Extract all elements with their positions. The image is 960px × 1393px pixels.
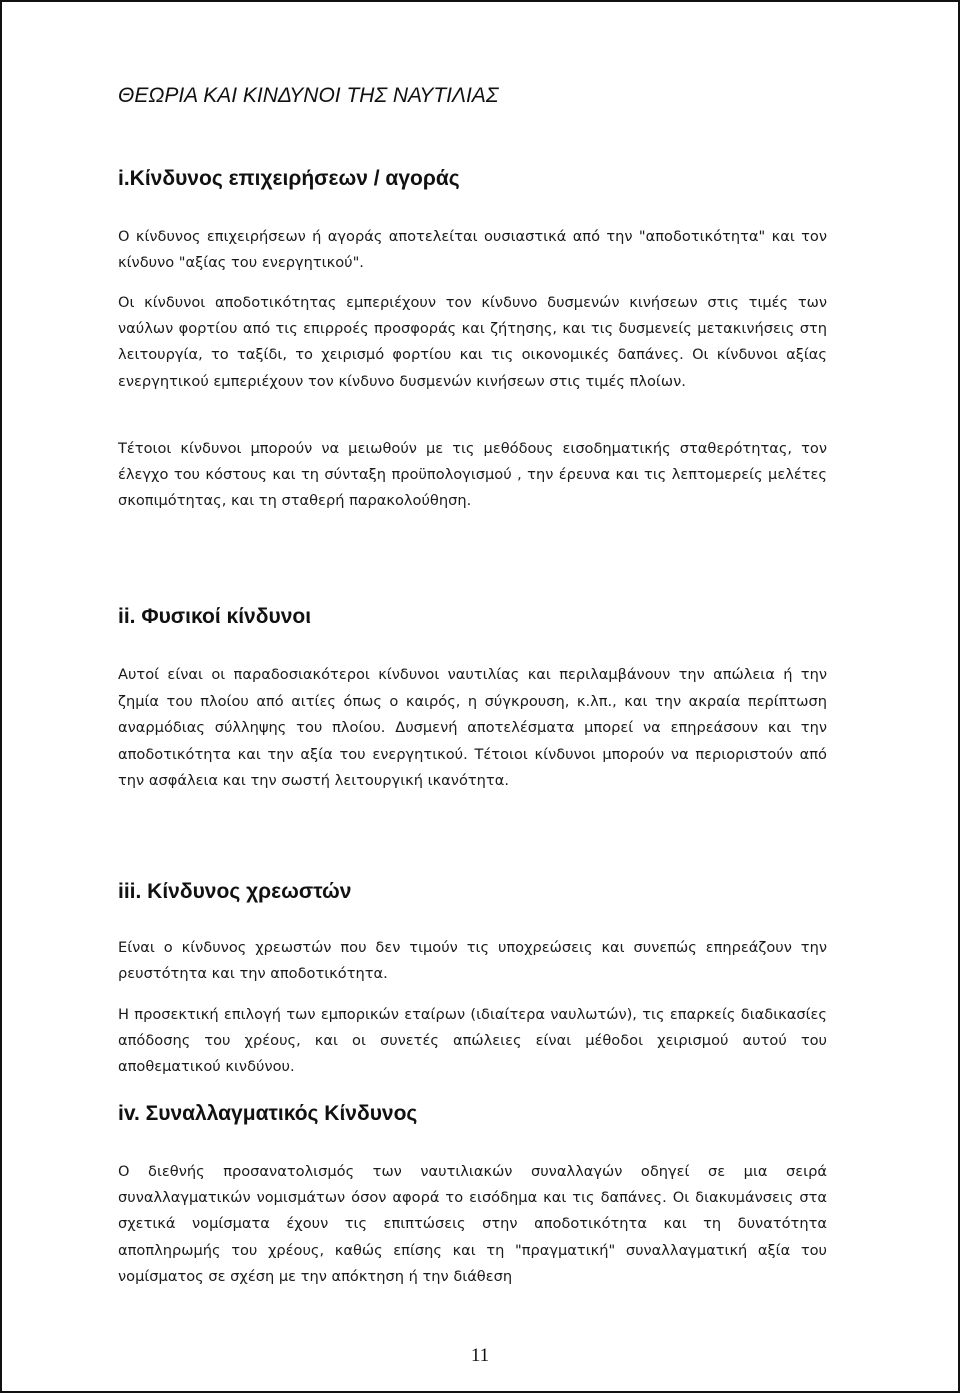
- paragraph-business-risk-intro: Ο κίνδυνος επιχειρήσεων ή αγοράς αποτελείται ουσιαστικά από την "αποδοτικότητα" και τον κίνδυνο "αξίας του ενεργητικού".: [118, 228, 827, 272]
- paragraph-debtor-risk: Είναι ο κίνδυνος χρεωστών που δεν τιμούν τις υποχρεώσεις και συνεπώς επηρεάζουν την ρευστότητα και την αποδοτικότητα.: [118, 939, 827, 983]
- section-heading-business-risk: i.Κίνδυνος επιχειρήσεων / αγοράς: [118, 167, 460, 190]
- paragraph-fx-risk: Ο διεθνής προσανατολισμός των ναυτιλιακών συναλλαγών οδηγεί σε μια σειρά συναλλαγματικών νομισμάτων όσον αφορά το εισόδημα και τις δαπάνες. Οι διακυμάνσεις στα σχετικά νομίσματα έχουν τις επιπτώσεις στην αποδοτικότητα και τη δυνατότητα αποπληρωμής του χρέους, καθώς επίσης και τη "πραγματική" συναλλαγματική αξία του νομίσματος σε σχέση με την απόκτηση ή την διάθεση: [118, 1163, 827, 1285]
- paragraph-profitability-risks: Οι κίνδυνοι αποδοτικότητας εμπεριέχουν τον κίνδυνο δυσμενών κινήσεων στις τιμές των ναύλων φορτίου από τις επιρροές προσφοράς και ζήτησης, και τις δυσμενείς μετακινήσεις στη λειτουργία, το ταξίδι, το χειρισμό φορτίου και τις οικονομικές δαπάνες. Οι κίνδυνοι αξίας ενεργητικού εμπεριέχουν τον κίνδυνο δυσμενών κινήσεων στις τιμές πλοίων.: [118, 294, 827, 390]
- section-heading-physical-risks: ii. Φυσικοί κίνδυνοι: [118, 605, 312, 628]
- page-border-left: [0, 0, 2, 1393]
- page-border-top: [0, 0, 960, 2]
- section-heading-fx-risk: iv. Συναλλαγματικός Κίνδυνος: [118, 1102, 418, 1125]
- document-title: ΘΕΩΡΙΑ ΚΑΙ ΚΙΝΔΥΝΟΙ ΤΗΣ ΝΑΥΤΙΛΙΑΣ: [118, 84, 499, 107]
- paragraph-risk-mitigation: Τέτοιοι κίνδυνοι μπορούν να μειωθούν με τις μεθόδους εισοδηματικής σταθερότητας, τον έλεγχο του κόστους και τη σύνταξη προϋπολογισμού , την έρευνα και τις λεπτομερείς μελέτες σκοπιμότητας, και τη σταθερή παρακολούθηση.: [118, 440, 827, 510]
- paragraph-physical-risks: Αυτοί είναι οι παραδοσιακότεροι κίνδυνοι ναυτιλίας και περιλαμβάνουν την απώλεια ή την ζημία του πλοίου από αιτίες όπως ο καιρός, η σύγκρουση, κ.λπ., και την ακραία περίπτωση αναρμόδιας σύλληψης του πλοίου. Δυσμενή αποτελέσματα μπορεί να επηρεάσουν και την αποδοτικότητα και την αξία του ενεργητικού. Τέτοιοι κίνδυνοι μπορούν να περιοριστούν από την ασφάλεια και την σωστή λειτουργική ικανότητα.: [118, 666, 827, 789]
- paragraph-debtor-mitigation: Η προσεκτική επιλογή των εμπορικών εταίρων (ιδιαίτερα ναυλωτών), τις επαρκείς διαδικασίες απόδοσης του χρέους, και οι συνετές απώλειες είναι μέθοδοι χειρισμού αυτού του αποθεματικού κινδύνου.: [118, 1006, 827, 1076]
- page-number: 11: [470, 1345, 490, 1366]
- section-heading-debtor-risk: iii. Κίνδυνος χρεωστών: [118, 880, 352, 903]
